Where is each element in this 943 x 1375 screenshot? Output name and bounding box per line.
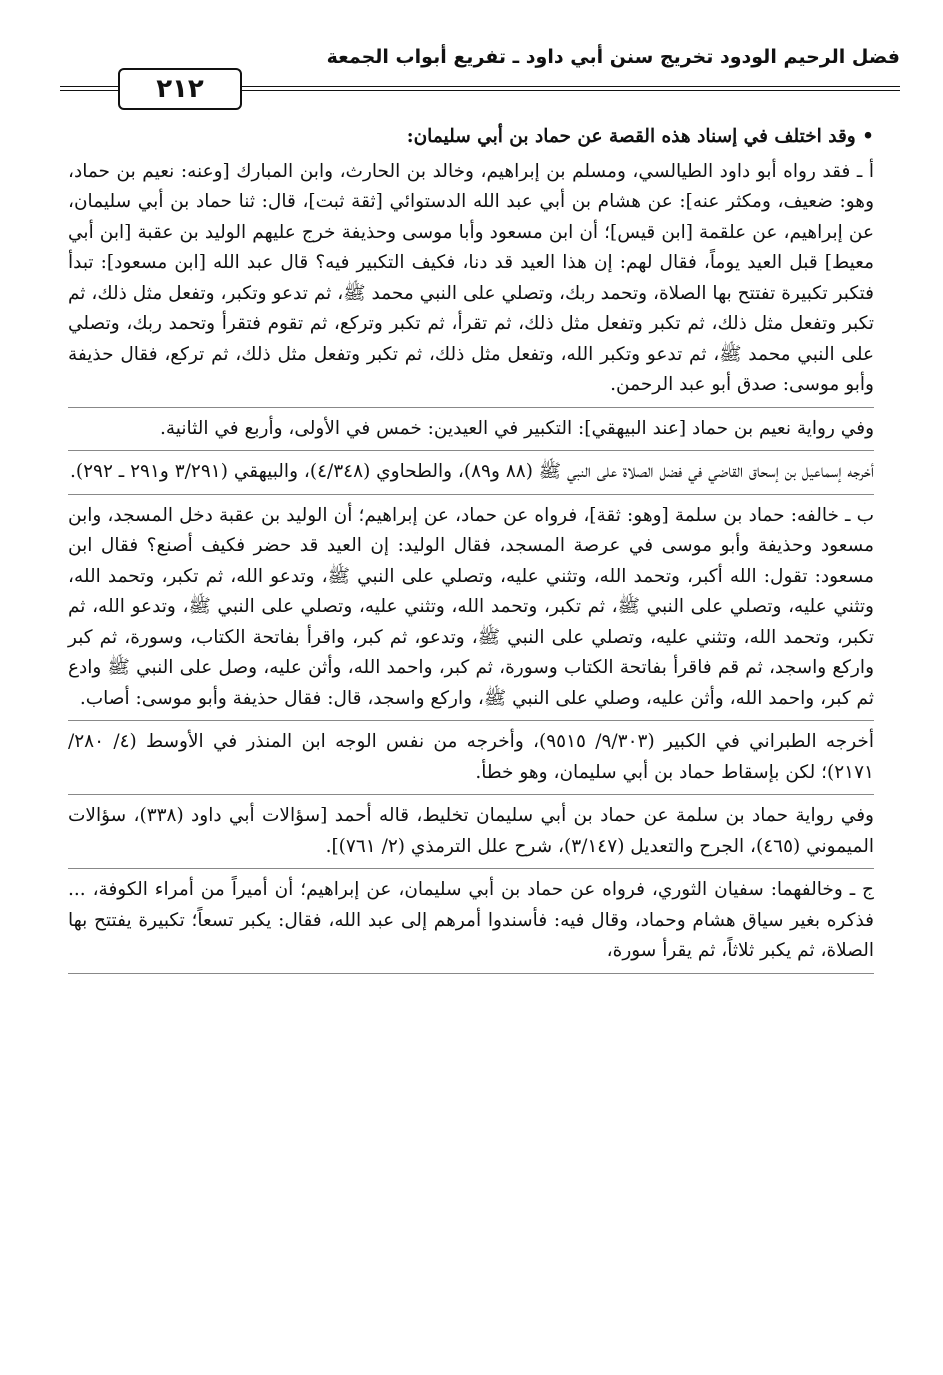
paragraph: ج ـ وخالفهما: سفيان الثوري، فرواه عن حماد بن أبي سليمان، عن إبراهيم؛ أن أميراً من أمراء الكوفة، ... فذكره بغير سياق هشام وحماد، وقال فيه: فأسندوا أمرهم إلى عبد الله، فقال: يكبر تسعاً؛ تكبيرة يفتتح بها الصلاة، ثم يكبر ثلاثاً، ثم يقرأ سورة،	[68, 879, 874, 961]
divider	[68, 407, 874, 408]
page-header	[60, 42, 900, 102]
divider	[68, 868, 874, 869]
divider	[68, 973, 874, 974]
section-heading: • وقد اختلف في إسناد هذه القصة عن حماد بن أبي سليمان:	[406, 126, 874, 147]
paragraph: وفي رواية نعيم بن حماد [عند البيهقي]: التكبير في العيدين: خمس في الأولى، وأربع في الثانية.	[159, 417, 874, 439]
page-number: ٢١٢	[118, 68, 242, 110]
divider	[68, 494, 874, 495]
running-title: فضل الرحيم الودود تخريج سنن أبي داود ـ تفريع أبواب الجمعة	[326, 46, 900, 68]
paragraph: أ ـ فقد رواه أبو داود الطيالسي، ومسلم بن إبراهيم، وخالد بن الحارث، وابن المبارك [وعنه: نعيم بن حماد، وهو: ضعيف، ومكثر عنه]: عن هشام بن أبي عبد الله الدستوائي [ثقة ثبت]، قال: ثنا حماد بن أبي سليمان، عن إبراهيم، عن علقمة [ابن قيس]؛ أن ابن مسعود وأبا موسى وحذيفة خرج عليهم الوليد بن عقبة [ابن أبي معيط] قبل العيد يوماً، فقال لهم: إن هذا العيد قد دنا، فكيف التكبير فيه؟ قال عبد الله [ابن مسعود]: تبدأ فتكبر تكبيرة تفتتح بها الصلاة، وتحمد ربك، وتصلي على النبي محمد ﷺ، ثم تدعو وتكبر، وتفعل مثل ذلك، ثم تكبر وتفعل مثل ذلك، ثم تكبر وتفعل مثل ذلك، ثم تقرأ، ثم تكبر وتركع، ثم تقوم فتقرأ وتحمد ربك، وتصلي على النبي محمد ﷺ، ثم تدعو وتكبر الله، وتفعل مثل ذلك، ثم تكبر وتفعل مثل ذلك، ثم تركع، فقال حذيفة وأبو موسى: صدق أبو عبد الرحمن.	[68, 160, 874, 395]
paragraph: ب ـ خالفه: حماد بن سلمة [وهو: ثقة]، فرواه عن حماد، عن إبراهيم؛ أن الوليد بن عقبة دخل المسجد، وابن مسعود وحذيفة وأبو موسى في عرصة المسجد، فقال الوليد: إن العيد قد حضر فكيف أصنع؟ فقال ابن مسعود: تقول: الله أكبر، وتحمد الله، وتثني عليه، وتصلي على النبي ﷺ، وتدعو الله، ثم تكبر، وتحمد الله، وتثني عليه، وتصلي على النبي ﷺ، ثم تكبر، وتحمد الله، وتثني عليه، وتصلي على النبي ﷺ، وتدعو الله، ثم تكبر، وتحمد الله، وتثني عليه، وتصلي على النبي ﷺ، وتدعو، ثم كبر، واقرأ بفاتحة الكتاب، وسورة، ثم كبر واركع واسجد، ثم قم فاقرأ بفاتحة الكتاب وسورة، ثم كبر، واحمد الله، وأثن عليه، وصل على النبي ﷺ وادع ثم كبر، واحمد الله، وأثن عليه، وصلي على النبي ﷺ، واركع واسجد، قال: فقال حذيفة وأبو موسى: أصاب.	[68, 504, 874, 709]
divider	[68, 720, 874, 721]
paragraph: أخرجه الطبراني في الكبير (٩/٣٠٣/ ٩٥١٥)، وأخرجه من نفس الوجه ابن المنذر في الأوسط (٤/ ٢٨٠/ ٢١٧١)؛ لكن بإسقاط حماد بن أبي سليمان، وهو خطأ.	[68, 731, 874, 783]
page-body	[68, 122, 874, 980]
divider	[68, 794, 874, 795]
divider	[68, 450, 874, 451]
paragraph: أخرجه إسماعيل بن إسحاق القاضي في فضل الصلاة على النبي ﷺ (٨٨ و٨٩)، والطحاوي (٤/٣٤٨)، والبيهقي (٣/٢٩١ و٢٩١ ـ ٢٩٢).	[69, 461, 874, 482]
paragraph: وفي رواية حماد بن سلمة عن حماد بن أبي سليمان تخليط، قاله أحمد [سؤالات أبي داود (٣٣٨)، سؤالات الميموني (٤٦٥)، الجرح والتعديل (٣/١٤٧)، شرح علل الترمذي (٢/ ٧٦١)].	[68, 805, 874, 857]
